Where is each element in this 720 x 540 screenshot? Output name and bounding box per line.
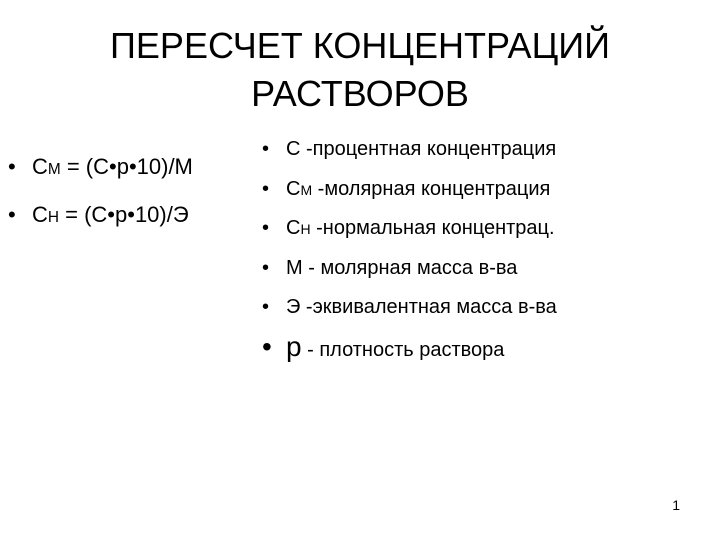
slide-title-line-1: ПЕРЕСЧЕТ КОНЦЕНТРАЦИЙ bbox=[110, 25, 610, 66]
bullet-icon: • bbox=[262, 138, 270, 160]
formula-molar bbox=[8, 154, 193, 202]
formula-normal bbox=[8, 202, 193, 250]
definition-text: - плотность раствора bbox=[301, 338, 505, 361]
formula-symbol: С bbox=[32, 202, 48, 227]
definition-symbol: М bbox=[286, 256, 303, 279]
formula-list bbox=[8, 154, 193, 250]
formula-symbol: С bbox=[32, 154, 48, 179]
slide-title-line-2: РАСТВОРОВ bbox=[251, 73, 469, 114]
bullet-icon: • bbox=[262, 296, 270, 318]
slide-title bbox=[0, 22, 720, 118]
formula-expression: = (С•р•10)/М bbox=[60, 154, 193, 179]
bullet-icon: • bbox=[262, 217, 270, 239]
formula-expression: = (С•р•10)/Э bbox=[59, 202, 189, 227]
definition-text: -эквивалентная масса в-ва bbox=[300, 296, 557, 318]
formula-subscript: Н bbox=[47, 209, 60, 226]
definition-symbol: р bbox=[286, 330, 302, 362]
bullet-icon: • bbox=[8, 202, 16, 227]
bullet-icon: • bbox=[262, 256, 270, 279]
definition-symbol: С bbox=[286, 177, 301, 200]
definition-symbol: Э bbox=[286, 296, 301, 318]
definition-subscript: М bbox=[300, 181, 313, 198]
page-number: 1 bbox=[672, 497, 680, 513]
bullet-icon: • bbox=[262, 330, 272, 362]
definition-molar-mass bbox=[262, 255, 557, 295]
definition-molar-concentration bbox=[262, 176, 557, 216]
definition-text: -нормальная концентрац. bbox=[310, 217, 555, 239]
definition-subscript: Н bbox=[300, 221, 311, 237]
formula-subscript: М bbox=[47, 161, 61, 178]
definition-list bbox=[262, 136, 557, 378]
bullet-icon: • bbox=[262, 177, 270, 200]
definition-text: -молярная концентрация bbox=[312, 177, 551, 200]
definition-text: - молярная масса в-ва bbox=[302, 256, 518, 279]
definition-density bbox=[262, 330, 557, 378]
definition-symbol: С bbox=[286, 138, 301, 160]
definition-percent-concentration bbox=[262, 136, 557, 176]
definition-normal-concentration bbox=[262, 215, 557, 255]
definition-equivalent-mass bbox=[262, 294, 557, 334]
definition-text: -процентная концентрация bbox=[300, 138, 557, 160]
definition-symbol: С bbox=[286, 217, 301, 239]
bullet-icon: • bbox=[8, 154, 16, 179]
